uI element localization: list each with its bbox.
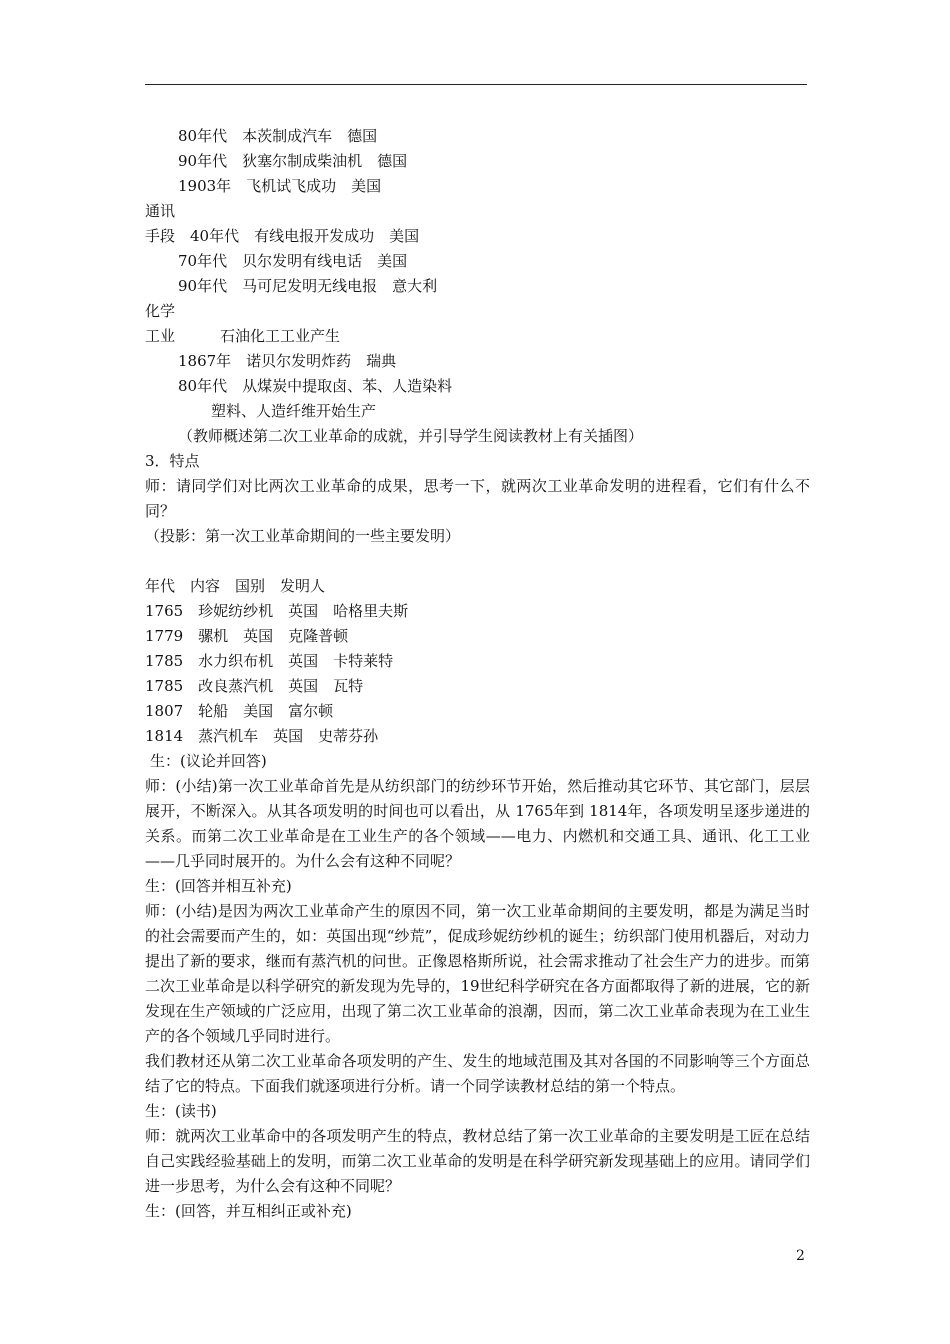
text-line: 90年代 马可尼发明无线电报 意大利 [178, 277, 438, 295]
text-line: （投影：第一次工业革命期间的一些主要发明） [145, 527, 461, 545]
paragraph: 师：就两次工业革命中的各项发明产生的特点，教材总结了第一次工业革命的主要发明是工匠在总结自己实践经验基础上的发明，而第二次工业革命的发明是在科学研究新发现基础上的应用。请同学们进一步思考，为什么会有这种不同呢？ [145, 1127, 810, 1195]
text-line: 1903年 飞机试飞成功 美国 [178, 177, 382, 195]
paragraph: 师：(小结)第一次工业革命首先是从纺织部门的纺纱环节开始，然后推动其它环节、其它部门，层层展开，不断深入。从其各项发明的时间也可以看出，从 1765年到 1814年，各项发明呈逐步递进的关系。而第二次工业革命是在工业生产的各个领域——电力、内燃机和交通工具、通讯、化工工业——几乎同时展开的。为什么会有这种不同呢？ [145, 777, 810, 870]
text-line: 90年代 狄塞尔制成柴油机 德国 [178, 152, 408, 170]
section-heading: 3．特点 [145, 452, 200, 470]
table-row: 1765 珍妮纺纱机 英国 哈格里夫斯 [145, 602, 409, 620]
text-line: 80年代 本茨制成汽车 德国 [178, 127, 378, 145]
table-row: 1779 骡机 英国 克隆普顿 [145, 627, 349, 645]
text-line: 生：(回答，并互相纠正或补充) [145, 1202, 352, 1220]
text-line: （教师概述第二次工业革命的成就，并引导学生阅读教材上有关插图） [178, 427, 644, 445]
document-body [145, 124, 810, 1224]
table-row: 1807 轮船 美国 富尔顿 [145, 702, 334, 720]
table-header: 年代 内容 国别 发明人 [145, 577, 326, 595]
text-line: 工业 石油化工工业产生 [145, 327, 341, 345]
paragraph: 师：请同学们对比两次工业革命的成果，思考一下，就两次工业革命发明的进程看，它们有什么不同？ [145, 477, 810, 520]
header-rule [145, 84, 807, 85]
paragraph: 师：(小结)是因为两次工业革命产生的原因不同，第一次工业革命期间的主要发明，都是为满足当时的社会需要而产生的，如：英国出现“纱荒”，促成珍妮纺纱机的诞生；纺织部门使用机器后，对动力提出了新的要求，继而有蒸汽机的问世。正像恩格斯所说，社会需求推动了社会生产力的进步。而第二次工业革命是以科学研究的新发现为先导的，19世纪科学研究在各方面都取得了新的进展，它的新发现在生产领域的广泛应用，出现了第二次工业革命的浪潮，因而，第二次工业革命表现为在工业生产的各个领域几乎同时进行。 [145, 902, 810, 1045]
text-line: 生：(读书) [145, 1102, 217, 1120]
page-number: 2 [796, 1248, 805, 1264]
text-line: 塑料、人造纤维开始生产 [211, 402, 377, 420]
table-row: 1814 蒸汽机车 英国 史蒂芬孙 [145, 727, 379, 745]
text-line: 生：(议论并回答) [150, 752, 267, 770]
table-row: 1785 水力织布机 英国 卡特莱特 [145, 652, 394, 670]
blank-line [145, 549, 810, 574]
paragraph: 我们教材还从第二次工业革命各项发明的产生、发生的地域范围及其对各国的不同影响等三个方面总结了它的特点。下面我们就逐项进行分析。请一个同学读教材总结的第一个特点。 [145, 1052, 810, 1095]
text-line: 1867年 诺贝尔发明炸药 瑞典 [178, 352, 397, 370]
table-row: 1785 改良蒸汽机 英国 瓦特 [145, 677, 364, 695]
text-line: 通讯 [145, 202, 176, 220]
text-line: 70年代 贝尔发明有线电话 美国 [178, 252, 408, 270]
text-line: 化学 [145, 302, 176, 320]
text-line: 手段 40年代 有线电报开发成功 美国 [145, 227, 420, 245]
text-line: 生：(回答并相互补充) [145, 877, 292, 895]
text-line: 80年代 从煤炭中提取卤、苯、人造染料 [178, 377, 453, 395]
